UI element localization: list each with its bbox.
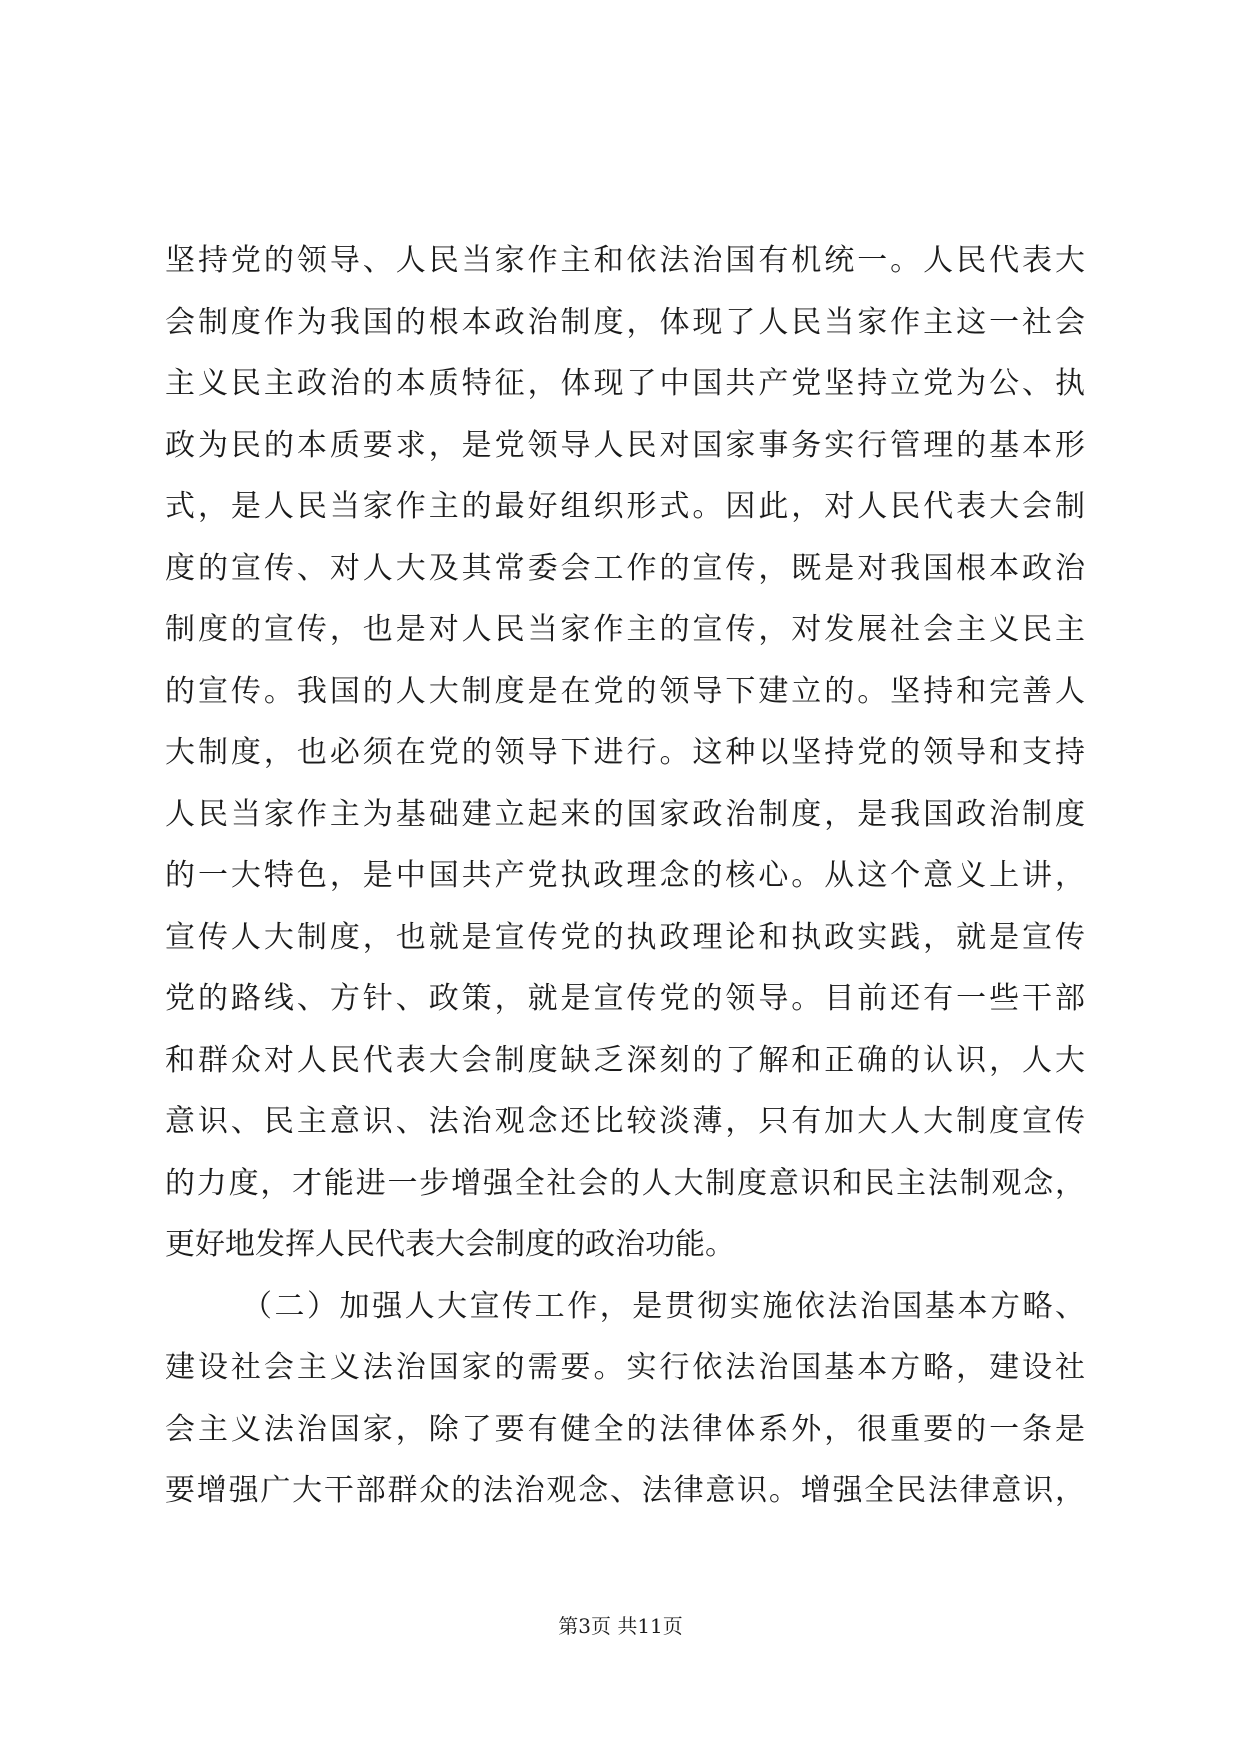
paragraph-1 [165, 230, 1085, 1276]
text-line: 主义民主政治的本质特征，体现了中国共产党坚持立党为公、执 [165, 366, 1085, 401]
text-line: 宣传人大制度，也就是宣传党的执政理论和执政实践，就是宣传 [165, 919, 1085, 955]
text-line: 政为民的本质要求，是党领导人民对国家事务实行管理的基本形 [165, 427, 1085, 463]
text-line: 党的路线、方针、政策，就是宣传党的领导。目前还有一些干部 [165, 981, 1085, 1016]
page-number-footer: 第3页 共11页 [558, 1614, 683, 1638]
body-text [165, 230, 1085, 1522]
text-line: 意识、民主意识、法治观念还比较淡薄，只有加大人大制度宣传 [165, 1104, 1085, 1139]
text-line: 大制度，也必须在党的领导下进行。这种以坚持党的领导和支持 [165, 735, 1085, 770]
text-line: 坚持党的领导、人民当家作主和依法治国有机统一。人民代表大 [165, 243, 1085, 278]
text-line: （二）加强人大宣传工作，是贯彻实施依法治国基本方略、 [242, 1288, 1085, 1324]
text-line: 更好地发挥人民代表大会制度的政治功能。 [165, 1227, 735, 1262]
text-line: 式，是人民当家作主的最好组织形式。因此，对人民代表大会制 [165, 489, 1085, 524]
text-line: 会制度作为我国的根本政治制度，体现了人民当家作主这一社会 [165, 304, 1085, 340]
text-line: 制度的宣传，也是对人民当家作主的宣传，对发展社会主义民主 [165, 612, 1085, 647]
text-line: 要增强广大干部群众的法治观念、法律意识。增强全民法律意识， [165, 1473, 1085, 1508]
text-line: 的宣传。我国的人大制度是在党的领导下建立的。坚持和完善人 [165, 673, 1085, 709]
text-line: 度的宣传、对人大及其常委会工作的宣传，既是对我国根本政治 [165, 550, 1085, 586]
text-line: 建设社会主义法治国家的需要。实行依法治国基本方略，建设社 [165, 1350, 1085, 1385]
text-line: 人民当家作主为基础建立起来的国家政治制度，是我国政治制度 [165, 796, 1085, 832]
paragraph-2 [165, 1276, 1085, 1522]
text-line: 的力度，才能进一步增强全社会的人大制度意识和民主法制观念， [165, 1165, 1085, 1201]
text-line: 的一大特色，是中国共产党执政理念的核心。从这个意义上讲， [165, 858, 1085, 893]
text-line: 和群众对人民代表大会制度缺乏深刻的了解和正确的认识，人大 [165, 1042, 1085, 1078]
text-line: 会主义法治国家，除了要有健全的法律体系外，很重要的一条是 [165, 1411, 1085, 1447]
